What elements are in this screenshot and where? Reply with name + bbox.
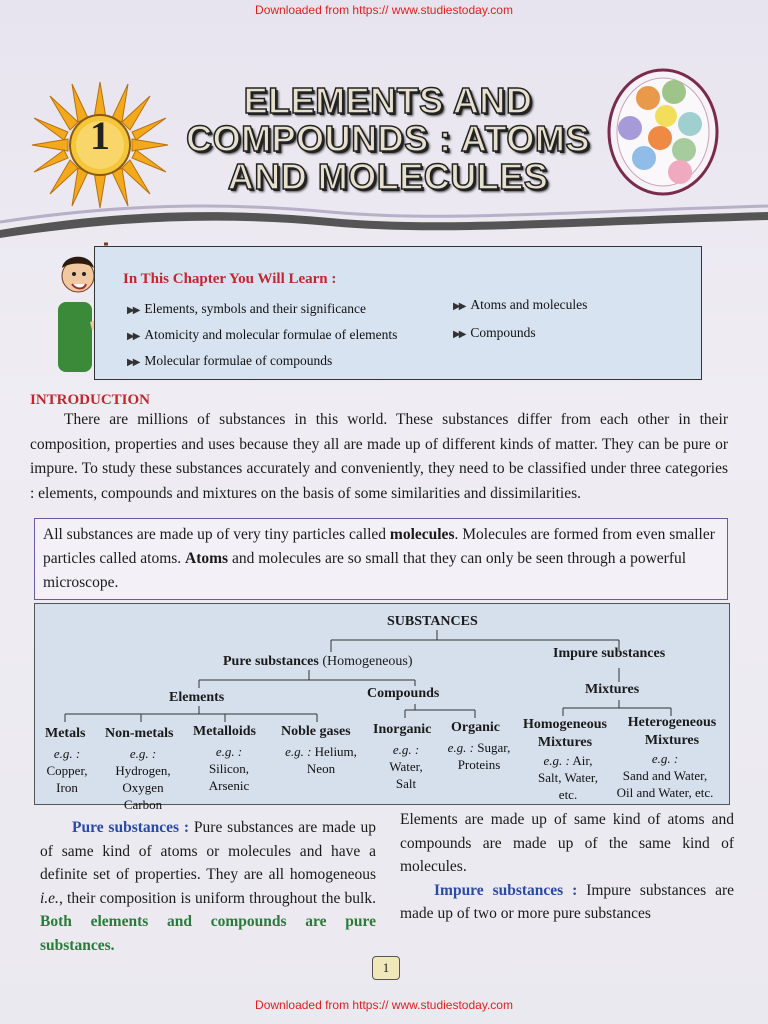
pure-label: Pure substances	[223, 654, 319, 669]
learn-item-label: Atomicity and molecular formulae of elements	[144, 327, 398, 342]
learn-item	[127, 327, 397, 343]
eg-label: e.g. :	[215, 744, 243, 759]
elements-compounds-column	[400, 808, 734, 926]
eg-label: e.g. :	[651, 751, 679, 766]
learn-item-label: Atoms and molecules	[470, 297, 588, 312]
term-pure-substances: Pure substances :	[72, 819, 190, 836]
leaf-examples	[437, 739, 521, 773]
chapter-title-line-1: ELEMENTS AND	[243, 80, 533, 121]
eg-label: e.g. :	[392, 742, 420, 757]
learn-item-label: Molecular formulae of compounds	[144, 353, 333, 368]
note-text: and molecules are so small that they can only be seen through a powerful microscope.	[43, 550, 687, 591]
leaf-examples	[39, 745, 95, 796]
eg-label: e.g. :	[129, 746, 157, 761]
note-bold: molecules	[389, 526, 455, 543]
leaf-examples	[101, 745, 185, 813]
chapter-title-line-2: COMPOUNDS : ATOMS	[186, 118, 590, 159]
introduction-paragraph: There are millions of substances in this world. These substances differ from each other in their composition, properties and uses because they all are made up of different kinds of matter. They can be pure or impure. To study these substances accurately and conveniently, they need to be classified under three categories : elements, compounds and mixtures on the basis of some similarities and dissimilarities.	[30, 411, 728, 502]
learn-item	[453, 325, 536, 341]
leaf-example-text: Copper, Iron	[46, 763, 88, 795]
leaf-name: Noble gases	[281, 724, 351, 739]
leaf-example-text: Sugar, Proteins	[457, 740, 511, 772]
double-arrow-icon: ▶▶	[127, 357, 139, 368]
eg-label: e.g. :	[543, 753, 570, 768]
learn-box-heading: In This Chapter You Will Learn :	[123, 271, 337, 287]
molecule-dish-illustration	[606, 64, 720, 196]
leaf-example-text: Sand and Water, Oil and Water, etc.	[616, 768, 714, 800]
chapter-learn-box	[94, 246, 702, 380]
chapter-number: 1	[90, 113, 110, 158]
leaf-name: Organic	[451, 720, 500, 735]
leaf-example-text: Hydrogen, Oxygen Carbon	[115, 763, 171, 812]
header-wave-divider	[0, 190, 768, 240]
leaf-example-text: Air, Salt, Water, etc.	[538, 753, 598, 802]
leaf-name: Metalloids	[193, 724, 256, 739]
double-arrow-icon: ▶▶	[453, 329, 465, 340]
chapter-title-line-3: AND MOLECULES	[227, 156, 549, 197]
column-text: Pure substances are made up of same kind of atoms or molecules and have a definite set of properties. They are all homogeneous	[40, 819, 376, 883]
page-number: 1	[372, 956, 400, 980]
diagram-pure-substances	[223, 654, 413, 670]
double-arrow-icon: ▶▶	[127, 305, 139, 316]
chapter-title	[178, 82, 598, 196]
download-note-top[interactable]: Downloaded from https:// www.studiestoday.com	[255, 3, 513, 17]
note-bold: Atoms	[185, 550, 229, 567]
leaf-name: Metals	[45, 726, 86, 741]
leaf-example-text: Water, Salt	[389, 759, 423, 791]
diagram-compounds: Compounds	[367, 686, 440, 701]
leaf-examples	[521, 752, 615, 803]
diagram-mixtures: Mixtures	[585, 682, 640, 697]
leaf-examples	[603, 750, 727, 801]
leaf-examples	[275, 743, 367, 777]
column-text: Elements are made up of same kind of atoms and compounds are made up of the same kind of molecules.	[400, 811, 734, 875]
diagram-root: SUBSTANCES	[387, 614, 478, 629]
column-highlight: Both elements and compounds are pure substances.	[40, 913, 376, 954]
leaf-examples	[373, 741, 439, 792]
double-arrow-icon: ▶▶	[453, 301, 465, 312]
leaf-examples	[191, 743, 267, 794]
key-fact-box	[34, 518, 728, 600]
column-text: , their composition is uniform throughout the bulk.	[58, 889, 376, 907]
diagram-elements: Elements	[169, 690, 225, 705]
eg-label: e.g. :	[285, 744, 312, 759]
leaf-name: Non-metals	[105, 726, 174, 741]
column-ie: i.e.	[40, 889, 59, 907]
pure-substances-column	[40, 816, 376, 957]
pure-note: (Homogeneous)	[322, 654, 413, 669]
learn-item-label: Elements, symbols and their significance	[144, 301, 366, 316]
leaf-name: Inorganic	[373, 722, 432, 737]
eg-label: e.g. :	[447, 740, 475, 755]
leaf-name: Homogeneous Mixtures	[523, 717, 607, 750]
column-text: Impure substances are made up of two or more pure substances	[400, 881, 734, 922]
leaf-example-text: Helium, Neon	[306, 744, 357, 776]
eg-label: e.g. :	[53, 746, 81, 761]
learn-item-label: Compounds	[470, 325, 536, 340]
learn-item	[453, 297, 587, 313]
term-impure-substances: Impure substances :	[434, 881, 578, 899]
note-text: . Molecules are formed from even smaller particles called atoms.	[43, 526, 715, 567]
leaf-name: Heterogeneous Mixtures	[627, 715, 717, 748]
leaf-example-text: Silicon, Arsenic	[208, 761, 250, 793]
learn-item	[127, 353, 332, 369]
note-text: All substances are made up of very tiny particles called	[43, 526, 390, 543]
diagram-impure-substances: Impure substances	[553, 646, 666, 661]
introduction-heading: INTRODUCTION	[30, 392, 151, 408]
learn-item	[127, 301, 366, 317]
substances-classification-diagram	[34, 603, 730, 812]
download-note-bottom[interactable]: Downloaded from https:// www.studiestoday.com	[255, 998, 513, 1012]
double-arrow-icon: ▶▶	[127, 331, 139, 342]
